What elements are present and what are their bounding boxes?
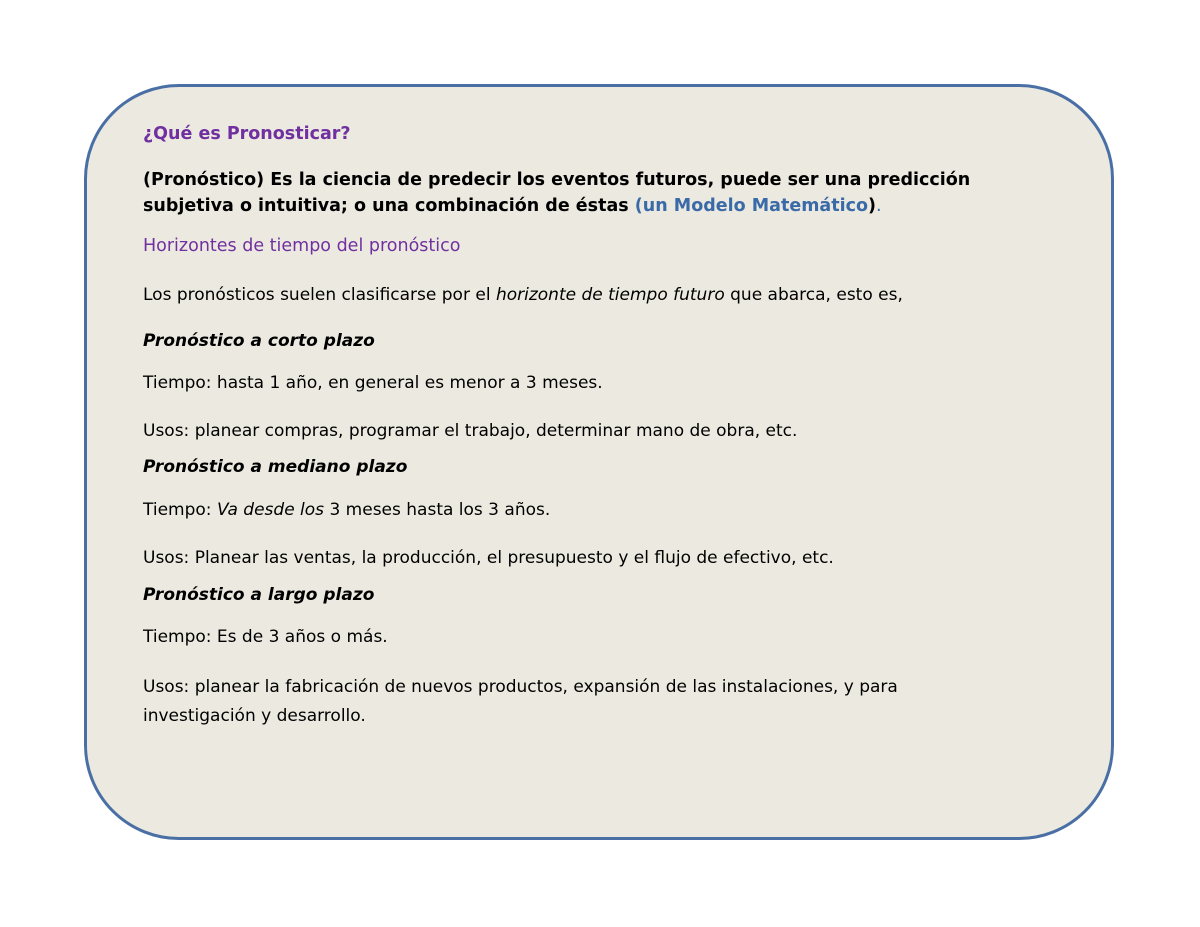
long-term-uses-line-1: Usos: planear la fabricación de nuevos productos, expansión de las instalaciones, y para (143, 677, 898, 697)
short-term-uses: Usos: planear compras, programar el trabajo, determinar mano de obra, etc. (143, 421, 798, 441)
intro-suffix: que abarca, esto es, (724, 285, 903, 305)
short-term-title: Pronóstico a corto plazo (143, 331, 375, 351)
medium-term-uses: Usos: Planear las ventas, la producción, el presupuesto y el flujo de efectivo, etc. (143, 548, 834, 568)
long-term-uses-line-2: investigación y desarrollo. (143, 706, 366, 726)
definition-line-2 (143, 194, 882, 218)
intro-emphasis: horizonte de tiempo futuro (495, 285, 725, 305)
intro-paragraph (143, 283, 903, 307)
definition-paren-close: ) (868, 196, 876, 216)
medium-term-time-prefix: Tiempo: (143, 500, 217, 520)
medium-term-time (143, 498, 550, 522)
question-title: ¿Qué es Pronosticar? (143, 124, 351, 144)
medium-term-time-suffix: 3 meses hasta los 3 años. (324, 500, 551, 520)
long-term-title: Pronóstico a largo plazo (143, 585, 375, 605)
definition-period: . (876, 196, 882, 216)
medium-term-time-emphasis: Va desde los (216, 500, 325, 520)
definition-model-accent: un Modelo Matemático (642, 196, 868, 216)
short-term-time: Tiempo: hasta 1 año, en general es menor a 3 meses. (143, 373, 603, 393)
definition-line-2-text: subjetiva o intuitiva; o una combinación de éstas (143, 196, 635, 216)
horizons-title: Horizontes de tiempo del pronóstico (143, 236, 461, 256)
intro-prefix: Los pronósticos suelen clasificarse por el (143, 285, 496, 305)
long-term-time: Tiempo: Es de 3 años o más. (143, 627, 388, 647)
definition-line-1: (Pronóstico) Es la ciencia de predecir los eventos futuros, puede ser una predicción (143, 170, 971, 190)
definition-paren-open: ( (634, 196, 643, 216)
medium-term-title: Pronóstico a mediano plazo (143, 457, 408, 477)
